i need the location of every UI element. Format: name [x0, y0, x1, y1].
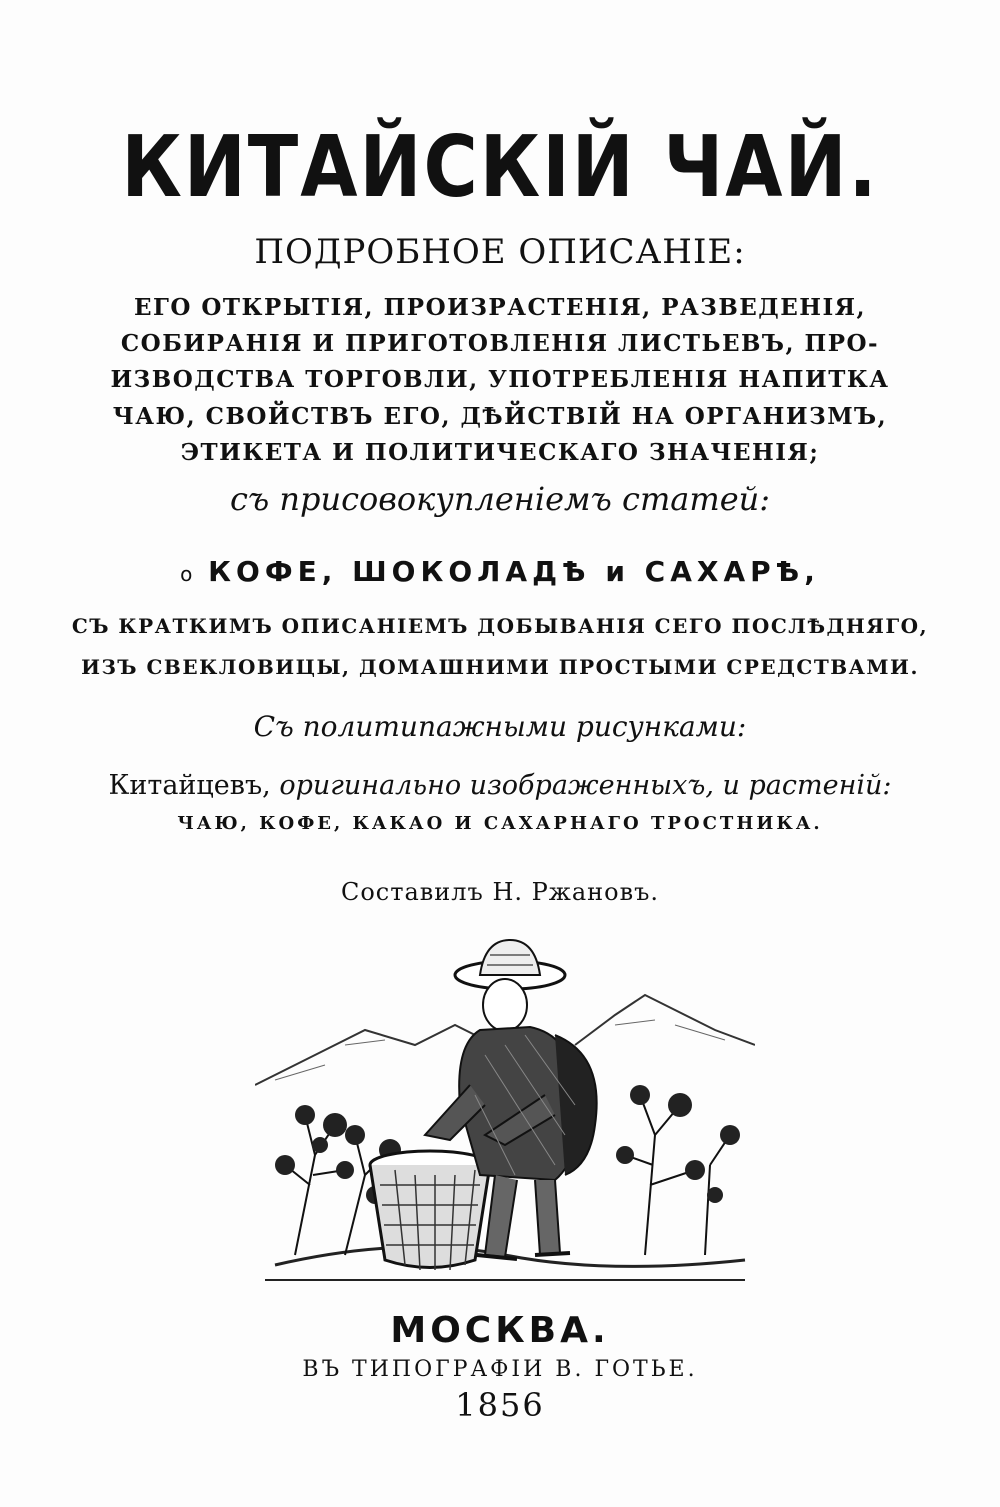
- author-line: Составилъ Н. Ржановъ.: [340, 878, 660, 906]
- book-subtitle: ПОДРОБНОЕ ОПИСАНІЕ:: [254, 232, 746, 272]
- plants-prefix: Китайцевъ,: [108, 770, 271, 801]
- description-line: ИЗВОДСТВА ТОРГОВЛИ, УПОТРЕБЛЕНІЯ НАПИТКА: [110, 366, 890, 393]
- plants-line: [0, 770, 1000, 801]
- year: 1856: [455, 1386, 545, 1424]
- products-prefix: о: [180, 562, 194, 586]
- supplement-intro: съ присовокупленіемъ статей:: [229, 480, 771, 518]
- description-line: ЕГО ОТКРЫТІЯ, ПРОИЗРАСТЕНІЯ, РАЗВЕДЕНІЯ,: [133, 294, 867, 321]
- tea-picker-engraving-icon: [255, 935, 755, 1300]
- description-line: СОБИРАНІЯ И ПРИГОТОВЛЕНІЯ ЛИСТЬЕВЪ, ПРО-: [120, 330, 880, 357]
- plants-list: ЧАЮ, КОФЕ, КАКАО И САХАРНАГО ТРОСТНИКА.: [177, 813, 823, 834]
- illustrations-intro: Съ политипажными рисунками:: [253, 710, 747, 743]
- products-names: КОФЕ, ШОКОЛАДѢ и САХАРѢ,: [208, 555, 820, 588]
- description-line: ЭТИКЕТА И ПОЛИТИЧЕСКАГО ЗНАЧЕНІЯ;: [180, 439, 820, 466]
- plants-italic: оригинально изображенныхъ, и растеній:: [279, 770, 892, 801]
- brief-line: СЪ КРАТКИМЪ ОПИСАНІЕМЪ ДОБЫВАНІЯ СЕГО ПОСЛѢДНЯГО,: [71, 614, 929, 638]
- products-line: [0, 555, 1000, 588]
- city: МОСКВА.: [390, 1310, 610, 1351]
- book-title: КИТАЙСКІЙ ЧАЙ.: [121, 118, 879, 217]
- description-line: ЧАЮ, СВОЙСТВЪ ЕГО, ДѢЙСТВІЙ НА ОРГАНИЗМЪ,: [112, 403, 888, 430]
- brief-line: ИЗЪ СВЕКЛОВИЦЫ, ДОМАШНИМИ ПРОСТЫМИ СРЕДСТВАМИ.: [81, 655, 919, 679]
- press: ВЪ ТИПОГРАФІИ В. ГОТЬЕ.: [302, 1357, 698, 1382]
